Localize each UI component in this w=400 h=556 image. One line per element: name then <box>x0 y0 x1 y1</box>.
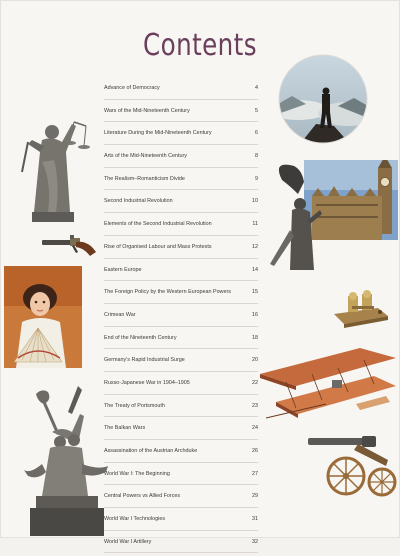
toc-entry[interactable] <box>104 103 258 123</box>
toc-entry-label: Crimean War <box>104 311 136 318</box>
toc-entry-page: 18 <box>252 334 258 341</box>
toc-entry-label: The Foreign Policy by the Western European Powers <box>104 289 231 296</box>
parliament-and-angel-statue-image <box>268 160 398 280</box>
toc-entry-label: The Treaty of Portsmouth <box>104 402 165 409</box>
toc-entry[interactable] <box>104 171 258 191</box>
toc-entry[interactable] <box>104 534 258 554</box>
toc-entry[interactable] <box>104 148 258 168</box>
toc-entry-label: Wars of the Mid-Nineteenth Century <box>104 107 190 114</box>
toc-entry-page: 10 <box>252 198 258 205</box>
toc-entry[interactable] <box>104 443 258 463</box>
toc-entry-label: Assassination of the Austrian Archduke <box>104 448 198 454</box>
wanderer-above-fog-painting <box>278 54 368 144</box>
toc-entry-page: 5 <box>255 107 258 114</box>
girl-with-fan-painting <box>4 266 82 368</box>
toc-entry-page: 12 <box>252 243 258 250</box>
toc-entry-page: 26 <box>252 448 258 454</box>
toc-entry-page: 11 <box>252 221 258 228</box>
toc-entry-page: 31 <box>252 516 258 523</box>
toc-entry-page: 29 <box>252 493 258 500</box>
toc-entry-page: 8 <box>255 153 258 160</box>
toc-entry-label: Rise of Organised Labour and Mass Protests <box>104 243 212 250</box>
toc-entry[interactable] <box>104 239 258 259</box>
toc-entry[interactable] <box>104 284 258 304</box>
toc-entry-page: 24 <box>252 425 258 432</box>
field-cannon-image <box>306 430 398 502</box>
toc-entry-page: 32 <box>252 538 258 545</box>
toc-entry-label: Advance of Democracy <box>104 85 160 91</box>
toc-entry[interactable] <box>104 420 258 440</box>
toc-entry[interactable] <box>104 262 258 282</box>
early-biplane-image <box>256 340 398 428</box>
toc-entry-page: 22 <box>252 379 258 386</box>
page-title: Contents <box>143 28 257 63</box>
toc-entry[interactable] <box>104 125 258 145</box>
toc-entry-label: World War I Technologies <box>104 516 166 523</box>
toc-entry-label: World War I: The Beginning <box>104 470 170 477</box>
toc-entry-label: The Realism–Romanticism Divide <box>104 175 185 182</box>
toc-entry-label: Elements of the Second Industrial Revolution <box>104 221 212 228</box>
table-of-contents <box>104 80 258 556</box>
toc-entry[interactable] <box>104 216 258 236</box>
toc-entry-page: 16 <box>252 311 258 318</box>
toc-entry-label: Russo-Japanese War in 1904–1905 <box>104 379 190 386</box>
toc-entry-page: 27 <box>252 470 258 477</box>
toc-entry-label: Central Powers vs Allied Forces <box>104 493 181 500</box>
toc-entry-page: 20 <box>252 357 258 364</box>
toc-entry-label: World War I Artillery <box>104 538 152 545</box>
toc-entry-page: 9 <box>255 175 258 182</box>
toc-entry[interactable] <box>104 511 258 531</box>
toc-entry[interactable] <box>104 330 258 350</box>
toc-entry[interactable] <box>104 80 258 100</box>
toc-entry-label: Literature During the Mid-Nineteenth Century <box>104 130 212 137</box>
toc-entry-page: 4 <box>255 85 258 91</box>
toc-entry[interactable] <box>104 307 258 327</box>
toc-entry-page: 23 <box>252 402 258 409</box>
toc-entry[interactable] <box>104 352 258 372</box>
toc-entry[interactable] <box>104 193 258 213</box>
flintlock-pistol-image <box>40 232 98 258</box>
toc-entry-label: End of the Nineteenth Century <box>104 334 177 341</box>
toc-entry-label: Arts of the Mid-Nineteenth Century <box>104 153 187 160</box>
toc-entry-page: 6 <box>255 130 258 137</box>
toc-entry[interactable] <box>104 375 258 395</box>
toc-entry-page: 14 <box>252 266 258 273</box>
toc-entry-label: Eastern Europe <box>104 266 142 273</box>
telegraph-apparatus-image <box>330 286 390 330</box>
toc-entry[interactable] <box>104 466 258 486</box>
toc-entry-label: Germany’s Rapid Industrial Surge <box>104 357 185 364</box>
toc-entry[interactable] <box>104 488 258 508</box>
toc-entry-page: 15 <box>252 289 258 296</box>
toc-entry-label: Second Industrial Revolution <box>104 198 173 205</box>
toc-entry[interactable] <box>104 398 258 418</box>
worker-and-kolkhoz-woman-statue-image <box>22 384 110 536</box>
toc-entry-label: The Balkan Wars <box>104 425 146 432</box>
lady-justice-statue-image <box>14 112 98 222</box>
